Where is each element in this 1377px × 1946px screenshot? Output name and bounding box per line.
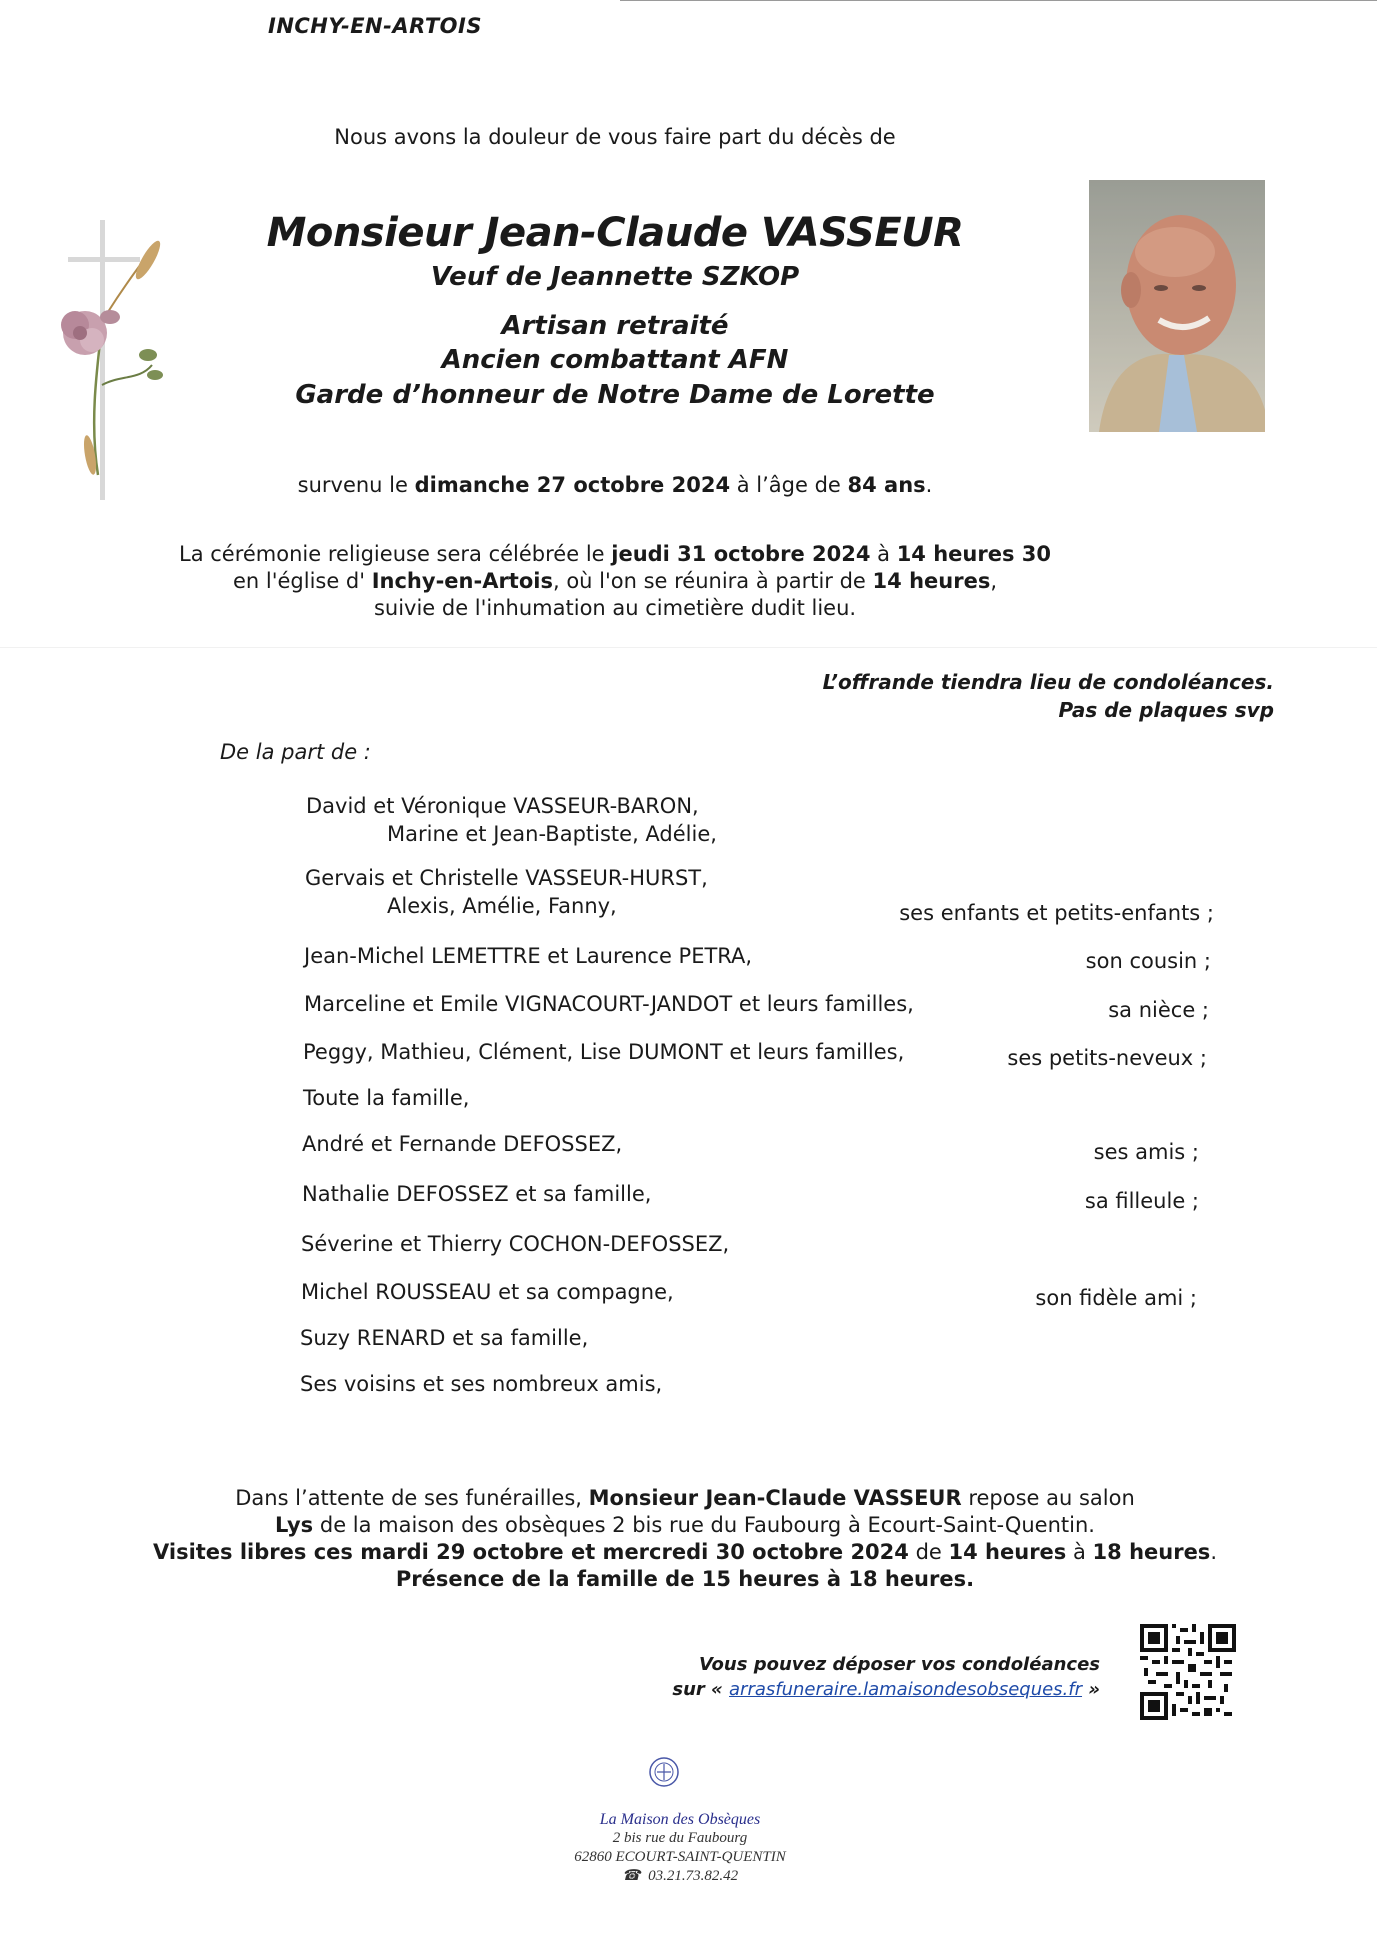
ceremony-date: jeudi 31 octobre 2024 xyxy=(611,542,871,566)
top-rule xyxy=(620,0,1377,1)
family-line: Michel ROUSSEAU et sa compagne, xyxy=(301,1280,674,1304)
family-line: Nathalie DEFOSSEZ et sa famille, xyxy=(302,1182,652,1206)
condolences-link[interactable]: arrasfuneraire.lamaisondesobseques.fr xyxy=(729,1679,1083,1700)
family-line: Marine et Jean-Baptiste, Adélie, xyxy=(387,822,717,846)
footer-street: 2 bis rue du Faubourg xyxy=(612,1830,748,1846)
condolences-note: Vous pouvez déposer vos condoléances sur « arrasfuneraire.lamaisondesobseques.fr » xyxy=(672,1654,1100,1700)
offering-note: L’offrande tiendra lieu de condoléances. Pas de plaques svp xyxy=(822,670,1274,722)
deceased-name: Monsieur Jean-Claude VASSEUR xyxy=(266,210,964,256)
footer-city: 62860 ECOURT-SAINT-QUENTIN xyxy=(574,1849,786,1865)
family-line: Jean-Michel LEMETTRE et Laurence PETRA, xyxy=(304,944,753,968)
relation-label: ses petits-neveux ; xyxy=(1007,1046,1207,1070)
family-line: Ses voisins et ses nombreux amis, xyxy=(300,1372,663,1396)
footer-name: La Maison des Obsèques xyxy=(599,1811,761,1828)
family-line: André et Fernande DEFOSSEZ, xyxy=(302,1132,623,1156)
death-line: survenu le dimanche 27 octobre 2024 à l’âge de 84 ans. xyxy=(297,473,933,497)
qr-code[interactable] xyxy=(1140,1624,1236,1720)
funeral-home-logo xyxy=(648,1754,758,1790)
death-age: 84 ans xyxy=(847,473,926,497)
relation-label: ses amis ; xyxy=(1093,1140,1199,1164)
relation-label: ses enfants et petits-enfants ; xyxy=(899,901,1214,925)
ceremony-block: La cérémonie religieuse sera célébrée le jeudi 31 octobre 2024 à 14 heures 30 en l'église d' Inchy-en-Artois, où l'on se réunira à partir de 14 heures, suivie de l'inhumation au cimetière dudit lieu. xyxy=(179,542,1051,620)
title-line: Artisan retraité xyxy=(501,311,729,341)
family-line: Peggy, Mathieu, Clément, Lise DUMONT et leurs familles, xyxy=(303,1040,905,1064)
family-line: Marceline et Emile VIGNACOURT-JANDOT et leurs familles, xyxy=(304,992,914,1016)
family-line: Toute la famille, xyxy=(303,1086,470,1110)
footer-address xyxy=(480,1810,880,1886)
family-line: Alexis, Amélie, Fanny, xyxy=(387,894,617,918)
relation-label: sa filleule ; xyxy=(1084,1189,1199,1213)
relation-label: sa nièce ; xyxy=(1108,998,1209,1022)
relation-label: son fidèle ami ; xyxy=(1035,1286,1197,1310)
from-label: De la part de : xyxy=(220,740,371,764)
ceremony-time: 14 heures 30 xyxy=(896,542,1051,566)
widower-line: Veuf de Jeannette SZKOP xyxy=(430,262,800,292)
town-heading: INCHY-EN-ARTOIS xyxy=(268,14,482,38)
family-line: David et Véronique VASSEUR-BARON, xyxy=(306,794,699,818)
family-line: Séverine et Thierry COCHON-DEFOSSEZ, xyxy=(301,1232,730,1256)
footer-phone: 03.21.73.82.42 xyxy=(648,1868,739,1884)
family-line: Gervais et Christelle VASSEUR-HURST, xyxy=(305,866,708,890)
death-date: dimanche 27 octobre 2024 xyxy=(414,473,731,497)
title-line: Garde d’honneur de Notre Dame de Lorette xyxy=(295,380,935,410)
portrait-photo xyxy=(1089,180,1265,432)
title-line: Ancien combattant AFN xyxy=(441,345,789,375)
relation-label: son cousin ; xyxy=(1085,949,1211,973)
paper-fold xyxy=(0,647,1377,648)
funeral-details: Dans l’attente de ses funérailles, Monsieur Jean-Claude VASSEUR repose au salon Lys de la maison des obsèques 2 bis rue du Faubourg à Ecourt-Saint-Quentin. Visites libres ces mardi 29 octobre et mercredi 30 octobre 2024 de 14 heures à 18 heures. Présence de la famille de 15 heures à 18 heures. xyxy=(152,1486,1217,1591)
ceremony-place: Inchy-en-Artois xyxy=(371,569,553,593)
family-line: Suzy RENARD et sa famille, xyxy=(300,1326,589,1350)
phone-icon: ☎ xyxy=(621,1868,649,1884)
salon-name: Lys xyxy=(275,1513,314,1537)
funeral-name: Monsieur Jean-Claude VASSEUR xyxy=(588,1486,962,1510)
gathering-time: 14 heures xyxy=(872,569,991,593)
family-presence: Présence de la famille de 15 heures à 18 heures. xyxy=(395,1567,975,1591)
intro-line: Nous avons la douleur de vous faire part du décès de xyxy=(334,125,896,149)
